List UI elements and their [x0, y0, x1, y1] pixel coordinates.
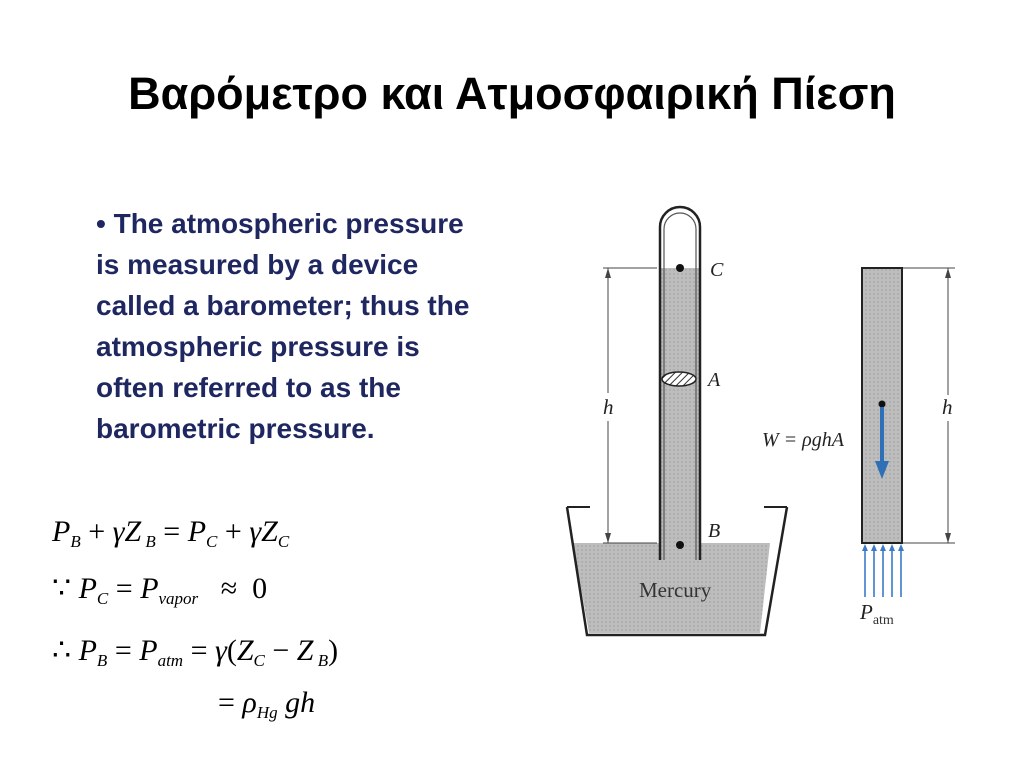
- equation-1: $P_B + \gamma Z$ $_B = P_C + \gamma Z_C$: [52, 515, 290, 551]
- label-c: C: [710, 259, 724, 281]
- point-b: [676, 541, 684, 549]
- label-weight: W = ρghA: [762, 429, 844, 451]
- label-h-left: h: [603, 395, 614, 419]
- slide-title: Βαρόμετρο και Ατμοσφαιρική Πίεση: [128, 68, 896, 119]
- equation-2: ∵ $P_C = P_{vapor} \approx 0$: [52, 572, 268, 608]
- bullet-marker: •: [96, 208, 106, 239]
- bullet-line-1: • The atmospheric pressure: [96, 208, 464, 239]
- label-b: B: [708, 520, 721, 542]
- area-a: [662, 372, 696, 386]
- equation-3: ∴ $P_B = P_{atm} = \gamma(Z_C - Z$ $_B$): [52, 634, 339, 670]
- label-p-atm: $P_{atm}$: [860, 600, 894, 628]
- bullet-line-5: often referred to as the: [96, 372, 401, 403]
- bullet-text: [96, 203, 566, 449]
- label-a: A: [708, 369, 721, 391]
- barometer-figure: [565, 185, 995, 650]
- point-c: [676, 264, 684, 272]
- bullet-line-3: called a barometer; thus the: [96, 290, 470, 321]
- atmospheric-pressure-arrows: [865, 549, 901, 597]
- bullet-line-2: is measured by a device: [96, 249, 419, 280]
- bullet-line-6: barometric pressure.: [96, 413, 375, 444]
- label-h-right: h: [942, 395, 953, 419]
- bullet-line-4: atmospheric pressure is: [96, 331, 420, 362]
- equation-4: = $\rho_{Hg}$ gh: [218, 686, 316, 722]
- mercury-column: [661, 268, 699, 560]
- label-mercury: Mercury: [639, 578, 712, 602]
